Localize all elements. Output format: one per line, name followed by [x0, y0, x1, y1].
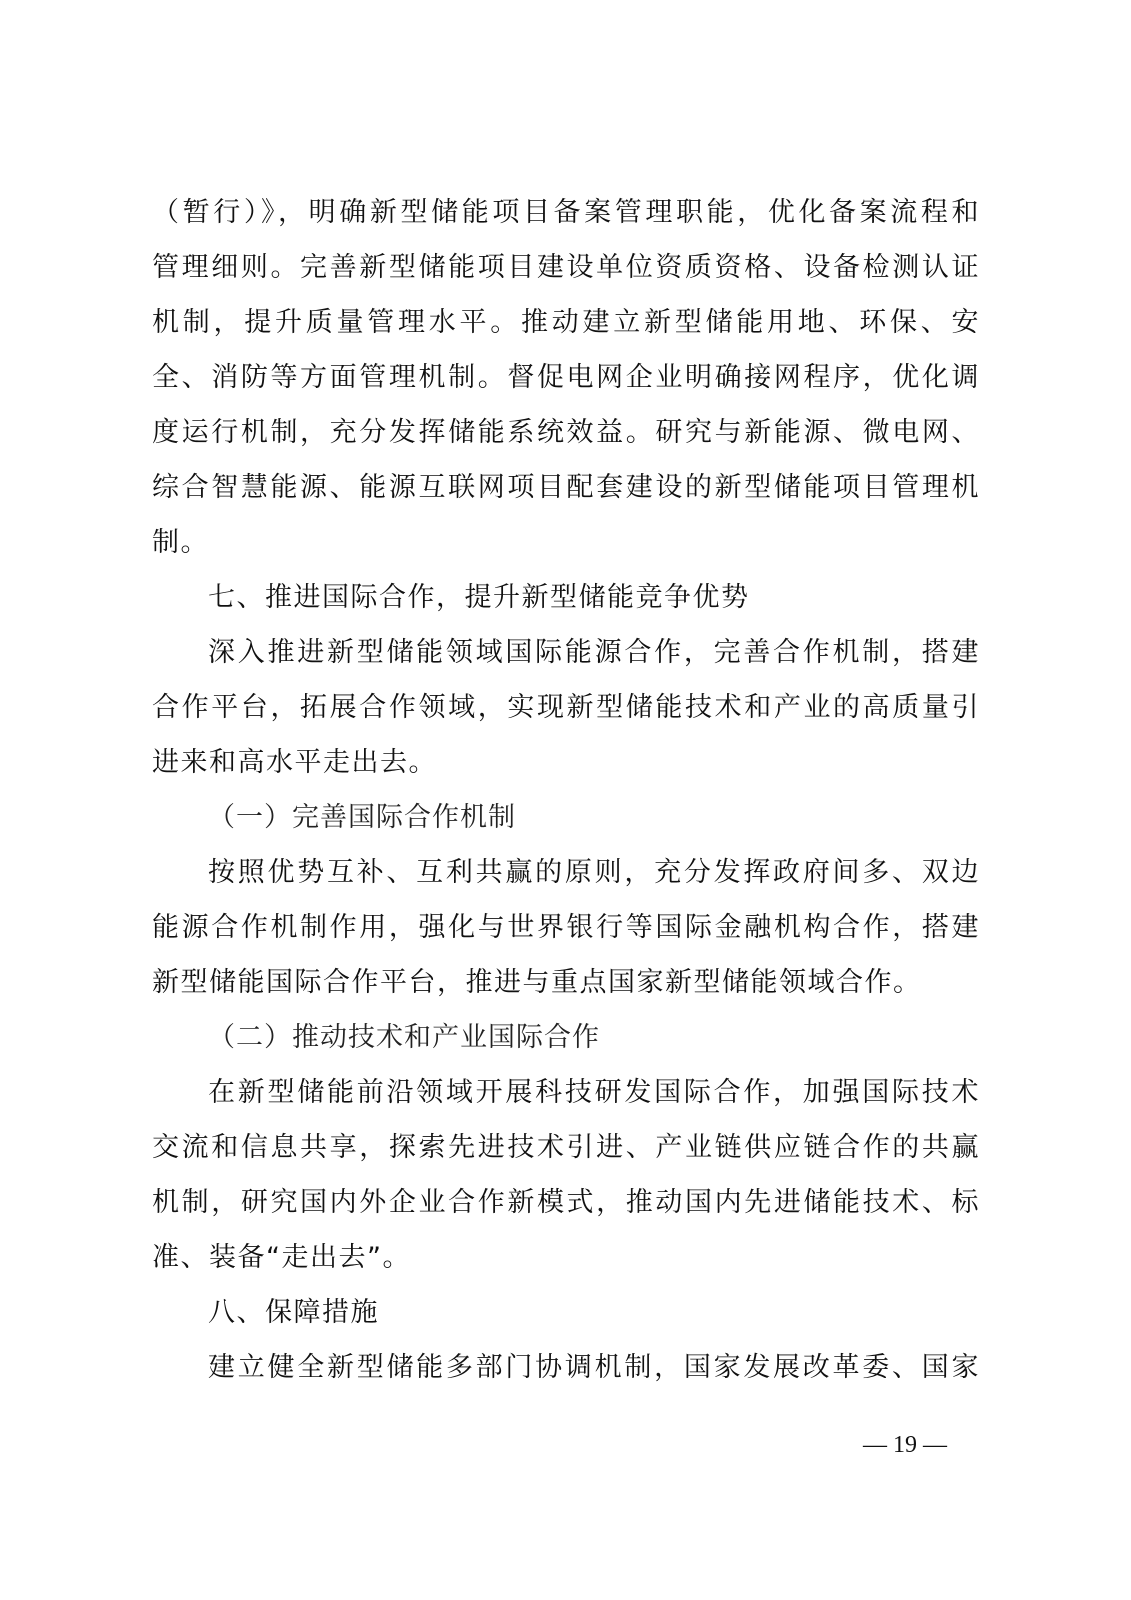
- paragraph-line: 机制，研究国内外企业合作新模式，推动国内先进储能技术、标: [152, 1187, 980, 1218]
- paragraph-line: （暂行）》，明确新型储能项目备案管理职能，优化备案流程和: [152, 197, 980, 228]
- paragraph-line: 准、装备“走出去”。: [152, 1242, 411, 1273]
- page-number: — 19 —: [863, 1432, 947, 1458]
- paragraph-line: 新型储能国际合作平台，推进与重点国家新型储能领域合作。: [152, 967, 922, 998]
- paragraph-line: 能源合作机制作用，强化与世界银行等国际金融机构合作，搭建: [152, 912, 980, 943]
- paragraph-line: 按照优势互补、互利共赢的原则，充分发挥政府间多、双边: [208, 857, 980, 888]
- section-heading: 八、保障措施: [208, 1297, 379, 1328]
- paragraph-line: 深入推进新型储能领域国际能源合作，完善合作机制，搭建: [208, 637, 980, 668]
- section-heading: 七、推进国际合作，提升新型储能竞争优势: [208, 582, 750, 613]
- subsection-heading: （二）推动技术和产业国际合作: [208, 1022, 600, 1053]
- paragraph-line: 度运行机制，充分发挥储能系统效益。研究与新能源、微电网、: [152, 417, 980, 448]
- paragraph-line: 全、消防等方面管理机制。督促电网企业明确接网程序，优化调: [152, 362, 980, 393]
- paragraph-line: 制。: [152, 527, 209, 558]
- paragraph-line: 在新型储能前沿领域开展科技研发国际合作，加强国际技术: [208, 1077, 980, 1108]
- paragraph-line: 综合智慧能源、能源互联网项目配套建设的新型储能项目管理机: [152, 472, 980, 503]
- paragraph-line: 进来和高水平走出去。: [152, 747, 437, 778]
- subsection-heading: （一）完善国际合作机制: [208, 802, 516, 833]
- paragraph-line: 管理细则。完善新型储能项目建设单位资质资格、设备检测认证: [152, 252, 980, 283]
- paragraph-line: 机制，提升质量管理水平。推动建立新型储能用地、环保、安: [152, 307, 980, 338]
- paragraph-line: 建立健全新型储能多部门协调机制，国家发展改革委、国家: [208, 1352, 980, 1383]
- paragraph-line: 交流和信息共享，探索先进技术引进、产业链供应链合作的共赢: [152, 1132, 980, 1163]
- paragraph-line: 合作平台，拓展合作领域，实现新型储能技术和产业的高质量引: [152, 692, 980, 723]
